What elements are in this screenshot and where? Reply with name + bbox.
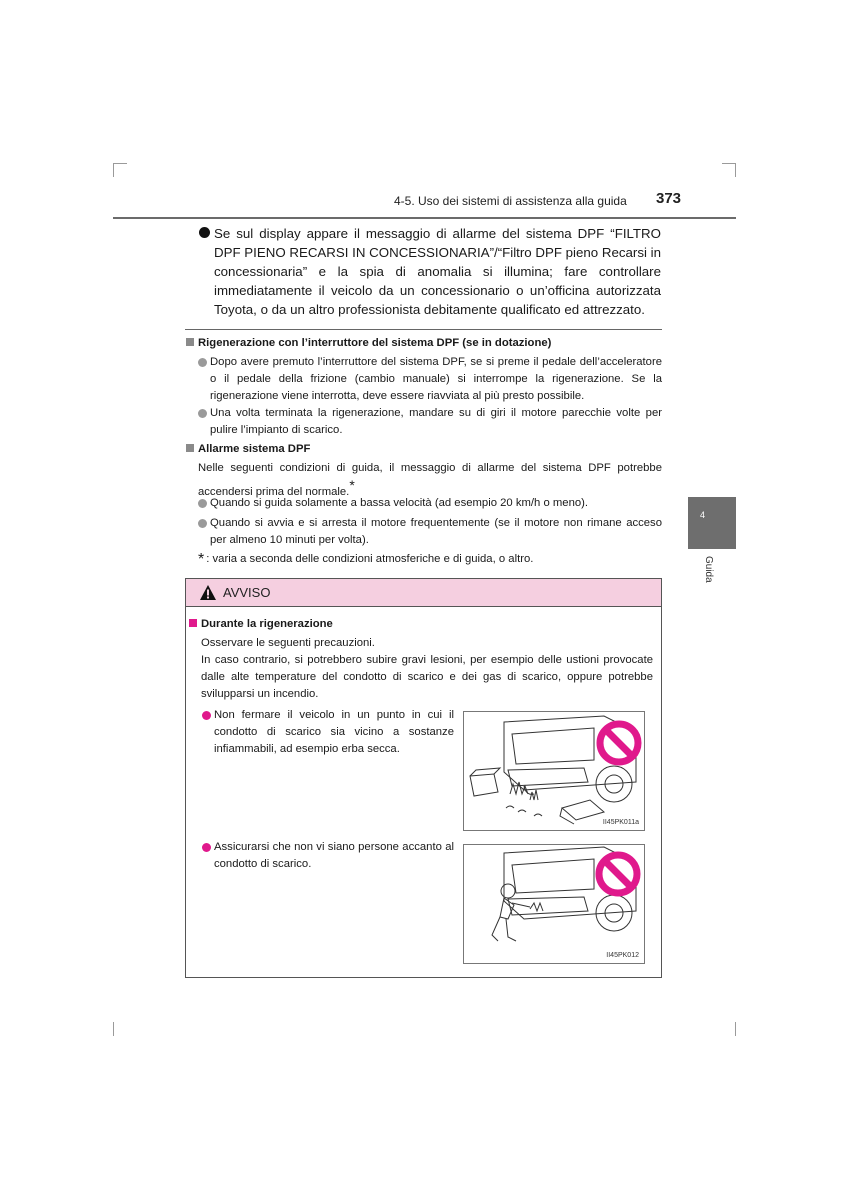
bullet-dot-icon (198, 358, 207, 367)
section2-title: Allarme sistema DPF (198, 443, 311, 455)
page-number: 373 (656, 190, 682, 207)
crop-mark (735, 1022, 736, 1036)
list-item (198, 515, 662, 549)
footnote (198, 551, 533, 569)
section-header-title: 4-5. Uso dei sistemi di assistenza alla guida (394, 194, 627, 208)
warning-list-item (202, 839, 454, 873)
footnote-text: : varia a seconda delle condizioni atmosferiche e di guida, o altro. (206, 553, 534, 565)
chapter-label: Guida (703, 556, 714, 583)
intro-bullet-text: Se sul display appare il messaggio di allarme del sistema DPF “FILTRO DPF PIENO RECARSI IN CONCESSIONARIA”/“Filtro DPF pieno Recarsi in concessionaria” e la spia di anomalia si illumina; fare controllare immediatamente il veicolo da un concessionario o un’officina autorizzata Toyota, o da un altro professionista debitamente qualificato ed attrezzato. (214, 226, 662, 317)
list-item-text: Quando si guida solamente a bassa velocità (ad esempio 20 km/h o meno). (210, 497, 589, 509)
warning-triangle-icon (199, 584, 217, 601)
crop-mark (113, 163, 127, 164)
bullet-dot-icon (198, 499, 207, 508)
illustration-truck-flammable (463, 711, 645, 831)
warning-text: Osservare le seguenti precauzioni. (201, 637, 375, 649)
section-heading (186, 337, 551, 349)
footnote-marker: * (349, 477, 355, 493)
figure-code: II45PK012 (606, 952, 639, 959)
prohibited-icon (594, 850, 642, 898)
chapter-number: 4 (700, 510, 706, 520)
list-item (198, 405, 662, 439)
header-divider (113, 217, 736, 219)
bullet-dot-icon (198, 519, 207, 528)
list-item-text: Quando si avvia e si arresta il motore frequentemente (se il motore non rimane acceso per almeno 10 minuti per volta). (210, 517, 662, 546)
prohibited-icon (595, 719, 643, 767)
square-bullet-icon (186, 444, 194, 452)
section-divider (185, 329, 662, 330)
list-item-text: Una volta terminata la rigenerazione, mandare su di giri il motore parecchie volte per pulire l’impianto di scarico. (210, 407, 662, 436)
list-item (198, 354, 662, 405)
warning-item-text: Non fermare il veicolo in un punto in cui il condotto di scarico sia vicino a sostanze infiammabili, ad esempio erba secca. (214, 709, 454, 755)
bullet-dot-icon (199, 227, 210, 238)
figure-code: II45PK011a (602, 819, 639, 826)
warning-label: AVVISO (223, 585, 271, 600)
crop-mark (735, 163, 736, 177)
warning-item-text: Assicurarsi che non vi siano persone accanto al condotto di scarico. (214, 841, 454, 870)
section-heading (186, 443, 310, 455)
warning-subheading (189, 618, 333, 630)
list-item (198, 495, 662, 512)
list-item-text: Dopo avere premuto l’interruttore del sistema DPF, se si preme il pedale dell’acceleratore o il pedale della frizione (cambio manuale) si interrompe la rigenerazione. Se la rigenerazione viene interrotta, deve essere riavviata al più presto possibile. (210, 356, 662, 402)
section2-intro-text: Nelle seguenti condizioni di guida, il messaggio di allarme del sistema DPF potrebbe accendersi prima del normale. (198, 462, 662, 498)
illustration-person-exhaust (463, 844, 645, 964)
chapter-tab[interactable] (688, 497, 736, 549)
bullet-dot-icon (198, 409, 207, 418)
intro-bullet (199, 224, 661, 319)
bullet-dot-icon (202, 843, 211, 852)
square-bullet-icon (189, 619, 197, 627)
bullet-dot-icon (202, 711, 211, 720)
section1-title: Rigenerazione con l’interruttore del sistema DPF (se in dotazione) (198, 337, 552, 349)
warning-list-item (202, 707, 454, 758)
footnote-marker: * (198, 551, 205, 568)
square-bullet-icon (186, 338, 194, 346)
warning-header (186, 579, 661, 607)
warning-text: In caso contrario, si potrebbero subire gravi lesioni, per esempio delle ustioni provocate dalle alte temperature del condotto di scarico e dei gas di scarico, oppure potrebbe svilupparsi un incendio. (201, 654, 653, 700)
crop-mark (113, 163, 114, 177)
crop-mark (722, 163, 736, 164)
crop-mark (113, 1022, 114, 1036)
warning-subtitle: Durante la rigenerazione (201, 618, 333, 630)
